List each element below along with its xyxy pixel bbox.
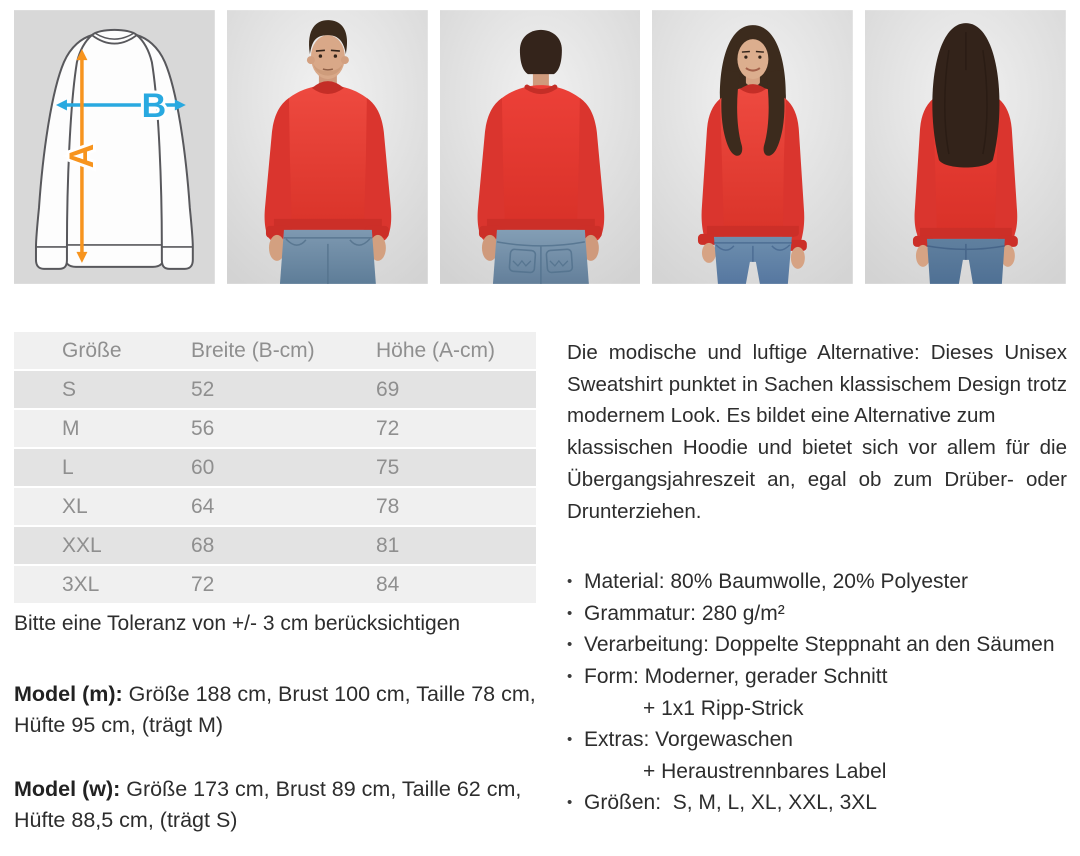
feature-text: Grammatur: 280 g/m² (584, 601, 785, 625)
size-table-cell: L (14, 449, 191, 488)
photo-woman-back (865, 10, 1066, 284)
size-table-cell: 81 (376, 527, 536, 566)
description-line: klassischen Hoodie und bietet sich vor allem für die (567, 436, 1067, 460)
feature-continuation: + Heraustrennbares Label (643, 759, 887, 783)
model-w-info (14, 774, 538, 836)
size-table-header-cell: Größe (14, 332, 191, 371)
size-table-row (14, 488, 536, 527)
size-table-body (14, 371, 536, 605)
feature-item (567, 787, 1067, 819)
size-table-cell: M (14, 410, 191, 449)
photo-man-front (227, 10, 428, 284)
model-m-text: Größe 188 cm, Brust 100 cm, Taille 78 cm, Hüfte 95 cm, (trägt M) (14, 682, 536, 737)
bullet-icon: • (567, 668, 573, 685)
size-info-column (14, 332, 538, 836)
label-a: A (62, 143, 101, 169)
bullet-icon: • (567, 731, 573, 749)
feature-item (567, 598, 1067, 630)
size-table-cell: 52 (191, 371, 376, 410)
feature-list (567, 566, 1067, 819)
description-line: Die modische und luftige Alternative: Dieses Unisex (567, 341, 1067, 364)
feature-text: Extras: Vorgewaschen (584, 728, 793, 752)
bullet-icon: • (567, 604, 573, 622)
size-table-row (14, 566, 536, 605)
size-table-cell: 56 (191, 410, 376, 449)
product-text-column (567, 337, 1067, 819)
size-table-cell: 64 (191, 488, 376, 527)
size-diagram-image (14, 10, 215, 284)
sweatshirt-measurement-diagram (14, 10, 215, 284)
size-table-cell: XXL (14, 527, 191, 566)
feature-continuation: + 1x1 Ripp-Strick (643, 696, 804, 720)
size-table-cell: 75 (376, 449, 536, 488)
size-table-row (14, 527, 536, 566)
description-line: Übergangsjahreszeit an, egal ob zum Drüber- oder (567, 467, 1067, 491)
model-m-label: Model (m): (14, 682, 123, 706)
size-table-cell: 68 (191, 527, 376, 566)
size-table-cell: 78 (376, 488, 536, 527)
bullet-icon: • (567, 636, 573, 654)
feature-text: Form: Moderner, gerader Schnitt (584, 665, 888, 688)
description-line: Sweatshirt punktet in Sachen klassischem Design trotz (567, 372, 1067, 396)
size-table-header-cell: Breite (B-cm) (191, 332, 376, 371)
tolerance-note: Bitte eine Toleranz von +/- 3 cm berücksichtigen (14, 612, 461, 635)
photo-man-back (440, 10, 641, 284)
feature-item (567, 629, 1067, 661)
size-table-cell: 60 (191, 449, 376, 488)
size-table-cell: 72 (191, 566, 376, 605)
description-line: Drunterziehen. (567, 499, 702, 523)
feature-text: Größen: S, M, L, XL, XXL, 3XL (584, 791, 877, 815)
size-table-header-cell: Höhe (A-cm) (376, 332, 536, 371)
woman-back-photo (865, 10, 1066, 284)
feature-item (567, 566, 1067, 598)
man-front-photo (227, 10, 428, 284)
size-table-cell: S (14, 371, 191, 410)
size-table-cell: 72 (376, 410, 536, 449)
size-table-header-row (14, 332, 536, 371)
feature-item (567, 724, 1067, 787)
size-table-cell: XL (14, 488, 191, 527)
size-table-cell: 84 (376, 566, 536, 605)
feature-text: Verarbeitung: Doppelte Steppnaht an den Säumen (584, 633, 1055, 657)
description-line: modernem Look. Es bildet eine Alternative zum (567, 404, 996, 428)
product-description (567, 337, 1067, 527)
man-back-photo (440, 10, 641, 284)
model-m-info (14, 679, 538, 741)
bullet-icon: • (567, 794, 573, 812)
size-table (14, 332, 536, 605)
size-table-row (14, 449, 536, 488)
size-table-row (14, 410, 536, 449)
label-b: B (141, 87, 167, 126)
model-w-text: Größe 173 cm, Brust 89 cm, Taille 62 cm, Hüfte 88,5 cm, (trägt S) (14, 777, 522, 832)
feature-text: Material: 80% Baumwolle, 20% Polyester (584, 570, 969, 594)
model-w-label: Model (w): (14, 777, 121, 801)
woman-front-photo (652, 10, 853, 284)
bullet-icon: • (567, 573, 573, 591)
size-table-cell: 3XL (14, 566, 191, 605)
product-image-row (14, 10, 1066, 284)
feature-item (567, 661, 1067, 724)
size-table-cell: 69 (376, 371, 536, 410)
size-table-row (14, 371, 536, 410)
photo-woman-front (652, 10, 853, 284)
